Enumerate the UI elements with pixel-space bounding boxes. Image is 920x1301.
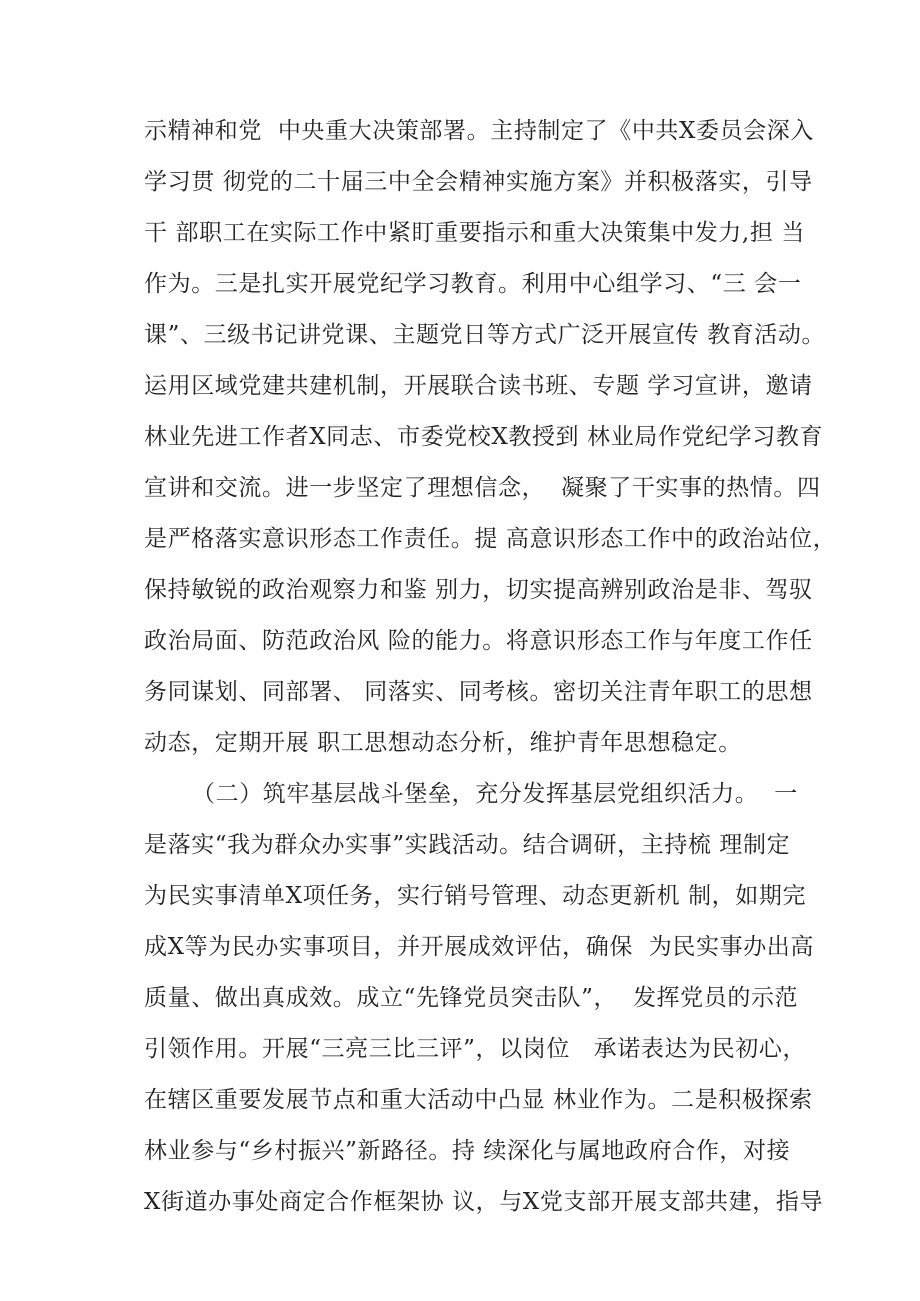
text-line-21: 林业参与“乡村振兴”新路径。持 续深化与属地政府合作，对接 [144,1138,791,1164]
text-line-8: 宣讲和交流。进一步坚定了理想信念， 凝聚了干实事的热情。四 [144,475,821,501]
text-line-4: 作为。三是扎实开展党纪学习教育。利用中心组学习、“三 会一 [144,271,802,297]
text-line-9: 是严格落实意识形态工作责任。提 高意识形态工作中的政治站位， [144,526,837,552]
text-line-5: 课”、三级书记讲党课、主题党日等方式广泛开展宣传 教育活动。 [144,322,826,348]
text-line-18: 质量、做出真成效。成立“先锋党员突击队”， 发挥党员的示范 [144,985,799,1011]
text-line-6: 运用区域党建共建机制，开展联合读书班、专题 学习宣讲，邀请 [144,373,813,399]
text-line-13: 动态，定期开展 职工思想动态分析，维护青年思想稳定。 [144,730,742,756]
text-line-17: 成X等为民办实事项目，并开展成效评估，确保 为民实事办出高 [144,934,814,960]
section-heading-line: （二）筑牢基层战斗堡垒，充分发挥基层党组织活力。 一 [192,781,798,807]
text-line-15: 是落实“我为群众办实事”实践活动。结合调研，主持梳 理制定 [144,832,791,858]
text-line-12: 务同谋划、同部署、 同落实、同考核。密切关注青年职工的思想 [144,679,813,705]
text-line-20: 在辖区重要发展节点和重大活动中凸显 林业作为。二是积极探索 [144,1087,813,1113]
text-line-10: 保持敏锐的政治观察力和鉴 别力，切实提高辨别政治是非、驾驭 [144,577,813,603]
text-line-16: 为民实事清单X项任务，实行销号管理、动态更新机 制，如期完 [144,883,807,909]
text-line-22: X街道办事处商定合作框架协 议，与X党支部开展支部共建，指导 [144,1189,824,1215]
text-line-7: 林业先进工作者X同志、市委党校X教授到 林业局作党纪学习教育 [144,424,824,450]
text-line-3: 干 部职工在实际工作中紧盯重要指示和重大决策集中发力,担 当 [144,220,805,246]
text-line-2: 学习贯 彻党的二十届三中全会精神实施方案》并积极落实，引导 [144,169,813,195]
text-line-1: 示精神和党 中央重大决策部署。主持制定了《中共X委员会深入 [144,118,814,144]
text-line-19: 引领作用。开展“三亮三比三评”，以岗位 承诺表达为民初心， [144,1036,807,1062]
text-line-11: 政治局面、防范政治风 险的能力。将意识形态工作与年度工作任 [144,628,813,654]
